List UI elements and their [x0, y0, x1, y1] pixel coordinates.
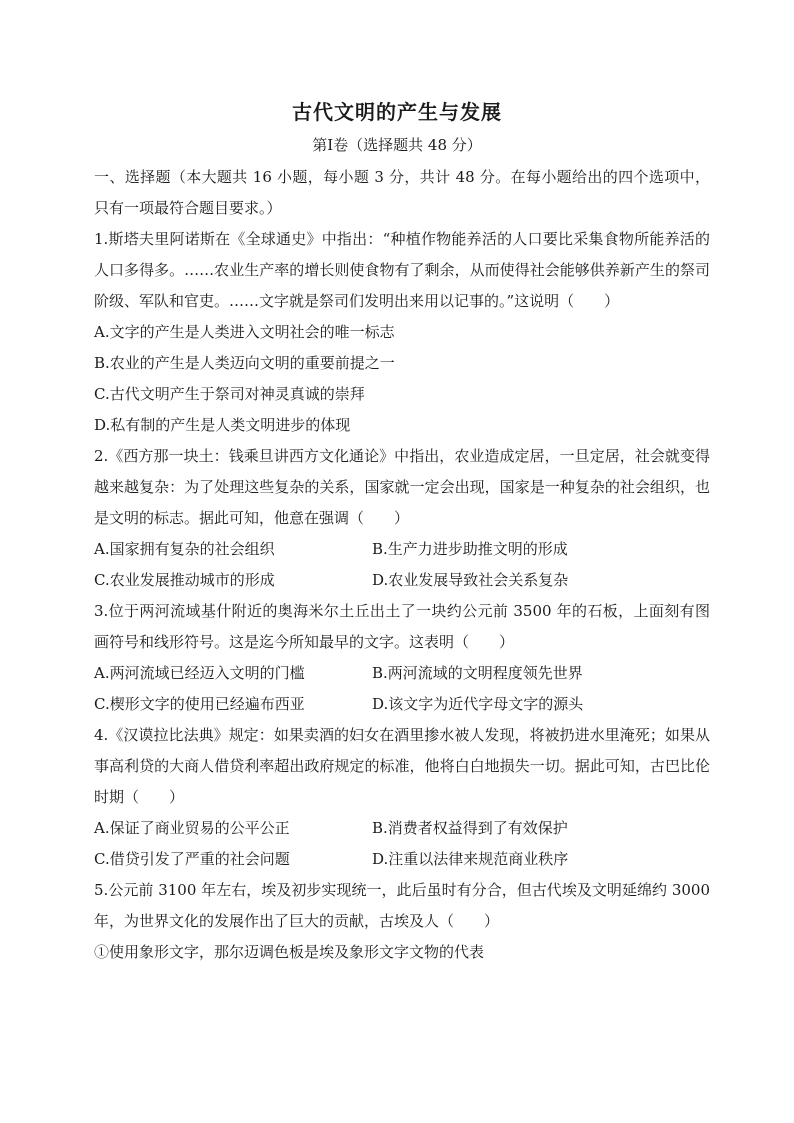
question-4-stem: 4.《汉谟拉比法典》规定：如果卖酒的妇女在酒里掺水被人发现，将被扔进水里淹死；如果从事高利贷的大商人借贷利率超出政府规定的标准，他将白白地损失一切。据此可知，古巴比伦时期（ ）: [94, 726, 710, 806]
question-1-option-d: D.私有制的产生是人类文明进步的体现: [94, 416, 351, 434]
question-5-item-1: ①使用象形文字，那尔迈调色板是埃及象形文字文物的代表: [94, 943, 485, 961]
question-3-option-a: A.两河流域已经迈入文明的门槛: [94, 664, 305, 682]
question-4-options-row-2: [94, 844, 710, 875]
question-4-options-row-1: [94, 813, 710, 844]
question-4-option-c: C.借贷引发了严重的社会问题: [94, 850, 290, 868]
question-5-stem: 5.公元前 3100 年左右，埃及初步实现统一，此后虽时有分合，但古代埃及文明延绵约 3000 年，为世界文化的发展作出了巨大的贡献，古埃及人（ ）: [94, 881, 710, 930]
question-2-options-row-2: [94, 565, 710, 596]
document-content: [94, 162, 710, 968]
question-4-option-a: A.保证了商业贸易的公平公正: [94, 819, 290, 837]
question-3-options-row-2: [94, 689, 710, 720]
document-title: 古代文明的产生与发展: [292, 100, 502, 124]
question-2-options-row-1: [94, 534, 710, 565]
question-2-stem: 2.《西方那一块土：钱乘旦讲西方文化通论》中指出，农业造成定居，一旦定居，社会就变得越来越复杂：为了处理这些复杂的关系，国家就一定会出现，国家是一种复杂的社会组织，也是文明的标志。据此可知，他意在强调（ ）: [94, 447, 710, 527]
question-2-option-d: D.农业发展导致社会关系复杂: [372, 571, 569, 589]
section-heading: 一、选择题（本大题共 16 小题，每小题 3 分，共计 48 分。在每小题给出的四个选项中，只有一项最符合题目要求。）: [94, 168, 710, 217]
question-3-stem: 3.位于两河流域基什附近的奥海米尔土丘出土了一块约公元前 3500 年的石板，上面刻有图画符号和线形符号。这是迄今所知最早的文字。这表明（ ）: [94, 602, 710, 651]
question-1-option-a: A.文字的产生是人类进入文明社会的唯一标志: [94, 323, 395, 341]
question-2-option-b: B.生产力进步助推文明的形成: [372, 540, 568, 558]
question-3-options-row-1: [94, 658, 710, 689]
question-3-option-c: C.楔形文字的使用已经遍布西亚: [94, 695, 305, 713]
question-2-option-c: C.农业发展推动城市的形成: [94, 571, 275, 589]
document-subtitle: 第Ⅰ卷（选择题共 48 分）: [312, 136, 482, 154]
question-4-option-b: B.消费者权益得到了有效保护: [372, 819, 568, 837]
question-1-stem: 1.斯塔夫里阿诺斯在《全球通史》中指出：“种植作物能养活的人口要比采集食物所能养活的人口多得多。……农业生产率的增长则使食物有了剩余，从而使得社会能够供养新产生的祭司阶级、军队和官吏。……文字就是祭司们发明出来用以记事的。”这说明（ ）: [94, 230, 710, 310]
question-3-option-b: B.两河流域的文明程度领先世界: [372, 664, 583, 682]
question-3-option-d: D.该文字为近代字母文字的源头: [372, 695, 584, 713]
question-2-option-a: A.国家拥有复杂的社会组织: [94, 540, 275, 558]
question-1-option-b: B.农业的产生是人类迈向文明的重要前提之一: [94, 354, 395, 372]
question-1-option-c: C.古代文明产生于祭司对神灵真诚的崇拜: [94, 385, 365, 403]
question-4-option-d: D.注重以法律来规范商业秩序: [372, 850, 569, 868]
